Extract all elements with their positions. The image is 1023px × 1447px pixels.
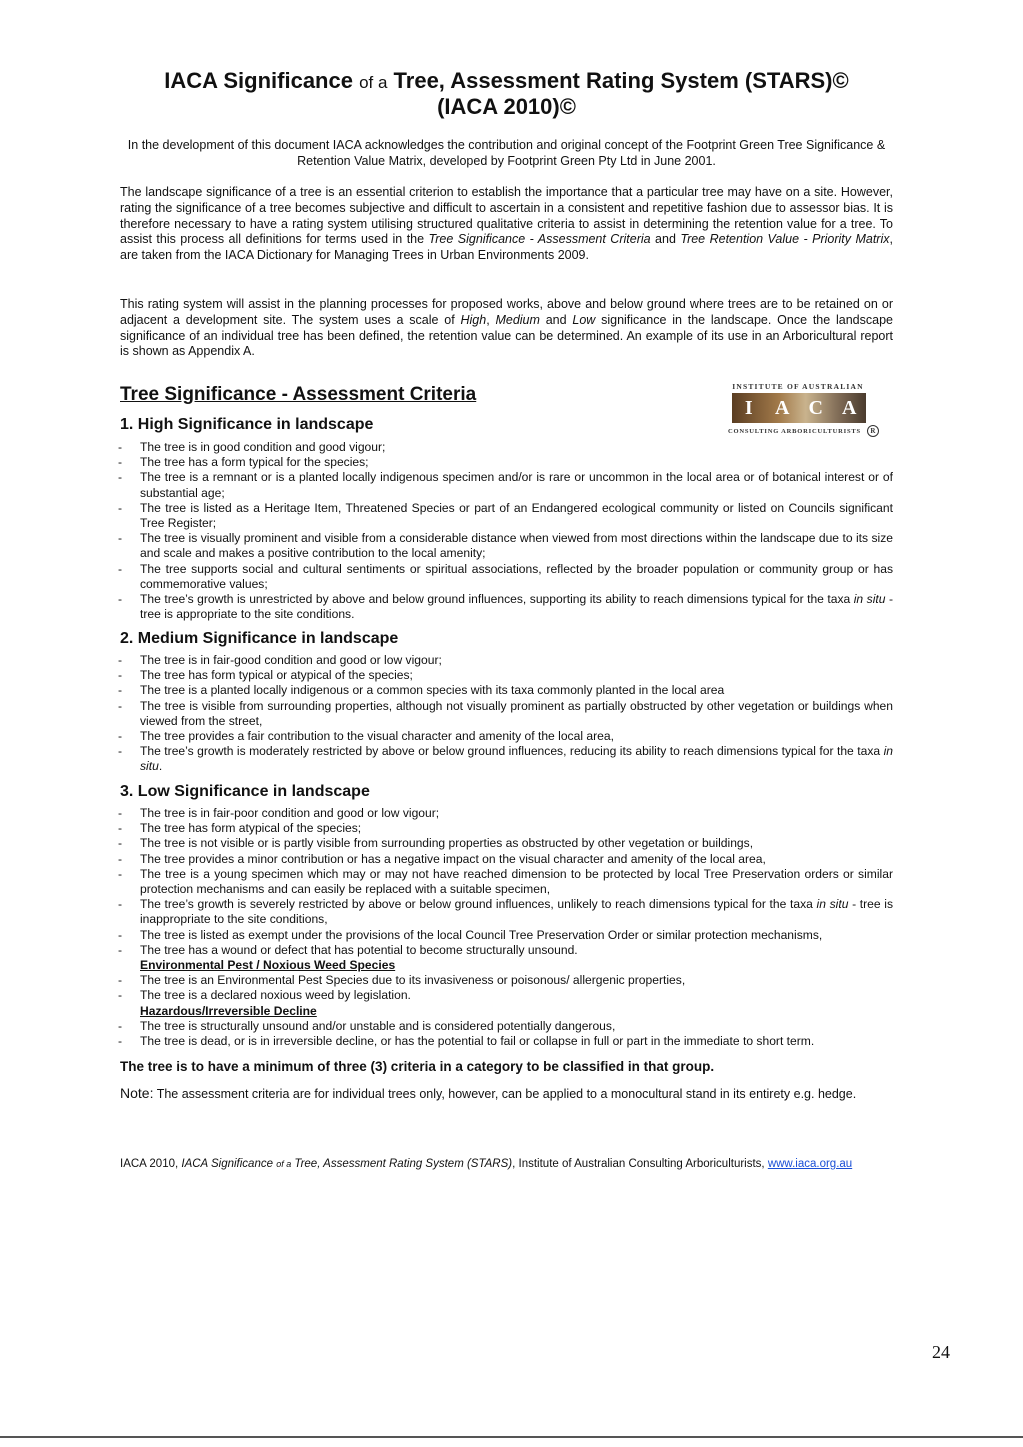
list-item: - The tree provides a minor contribution or has a negative impact on the visual character and amenity of the local area,: [117, 852, 893, 867]
note: [120, 1086, 893, 1103]
italic-term: Tree Significance - Assessment Criteria: [428, 232, 651, 247]
page-bottom-divider: [0, 1436, 1023, 1438]
text: , are taken from the IACA Dictionary for Managing Trees in Urban Environments 2009.: [120, 232, 893, 263]
text: - tree is appropriate to the site conditions.: [140, 592, 894, 622]
text: IACA 2010,: [120, 1158, 182, 1170]
high-criteria-list: [117, 440, 893, 622]
medium-criteria-list: [117, 653, 893, 775]
list-item: - The tree is listed as a Heritage Item, Threatened Species or part of an Endangered ecological community or listed on Councils significant Tree Register;: [117, 501, 893, 531]
text: and: [650, 232, 681, 247]
italic-term: in situ: [140, 744, 893, 774]
text: This rating system will assist in the planning processes for proposed works, above and below ground where trees are to be retained on or adjacent a development site. The system uses a scale of: [120, 297, 893, 327]
logo-bottom-text: CONSULTING ARBORICULTURISTS: [728, 427, 861, 435]
logo-band: [732, 393, 866, 423]
pest-weed-label: Environmental Pest / Noxious Weed Species: [140, 958, 396, 973]
italic-term: in situ: [816, 897, 849, 912]
registered-mark-icon: R: [867, 425, 879, 437]
logo-bottom: [728, 425, 888, 437]
italic-term: IACA Significance: [181, 1158, 277, 1170]
list-item: - The tree is dead, or is in irreversible decline, or has the potential to fail or collapse in full or part in the immediate to short term.: [117, 1034, 893, 1049]
acknowledgement: In the development of this document IACA acknowledges the contribution and original concept of the Footprint Green Tree Significance & Retention Value Matrix, developed by Footprint Green Pty Ltd in June 2001.: [127, 138, 886, 168]
high-significance-heading: 1. High Significance in landscape: [120, 416, 374, 433]
list-item: - The tree is a planted locally indigenous or a common species with its taxa commonly planted in the local area: [117, 683, 893, 698]
text: , Institute of Australian Consulting Arboriculturists,: [512, 1158, 768, 1170]
logo-letter: I: [744, 397, 753, 419]
list-item: - The tree is listed as exempt under the provisions of the local Council Tree Preservation Order or similar protection mechanisms,: [117, 928, 893, 943]
low-significance-heading: 3. Low Significance in landscape: [120, 783, 370, 800]
note-text: The assessment criteria are for individual trees only, however, can be applied to a monocultural stand in its entirety e.g. hedge.: [153, 1087, 857, 1101]
list-item: - The tree is in good condition and good vigour;: [117, 440, 893, 455]
text: The tree’s growth is unrestricted by above and below ground influences, supporting its ability to reach dimensions typical for the taxa: [140, 592, 854, 607]
list-item: [117, 592, 893, 622]
logo-letter: A: [775, 397, 790, 419]
document-title-line-2: (IACA 2010)©: [437, 94, 576, 119]
medium-significance-heading: 2. Medium Significance in landscape: [120, 630, 399, 647]
list-item: [117, 744, 893, 774]
italic-term: Tree, Assessment Rating System (STARS): [291, 1158, 513, 1170]
logo-letter: C: [808, 397, 823, 419]
list-item: - The tree supports social and cultural sentiments or spiritual associations, reflected by the broader population or community group or has commemorative values;: [117, 562, 893, 592]
section-heading: Tree Significance - Assessment Criteria: [120, 384, 477, 405]
title-part-small: of a: [359, 73, 388, 92]
list-item: - The tree is a remnant or is a planted locally indigenous specimen and/or is rare or uncommon in the local area or of botanical interest or of substantial age;: [117, 470, 893, 500]
list-item: - The tree has a wound or defect that has potential to become structurally unsound.: [117, 943, 893, 958]
list-item: - The tree is structurally unsound and/or unstable and is considered potentially dangerous,: [117, 1019, 893, 1034]
list-item: - The tree is visually prominent and visible from a considerable distance when viewed from most directions within the landscape due to its size and scale and makes a positive contribution to the local amenity;: [117, 531, 893, 561]
intro-paragraph-1: [120, 185, 893, 264]
footer-citation: [120, 1158, 852, 1170]
title-part: Tree, Assessment Rating System (STARS)©: [387, 68, 849, 93]
low-criteria-list: [117, 806, 893, 1049]
document-title: [100, 68, 913, 94]
note-label: Note:: [120, 1085, 154, 1101]
list-item: - The tree is a declared noxious weed by legislation.: [117, 988, 893, 1003]
list-item: - The tree is in fair-poor condition and good or low vigour;: [117, 806, 893, 821]
italic-term: High: [460, 312, 487, 327]
hazardous-decline-label: Hazardous/Irreversible Decline: [140, 1003, 317, 1018]
iaca-logo: [728, 382, 888, 440]
title-part: IACA Significance: [164, 68, 360, 93]
iaca-website-link[interactable]: www.iaca.org.au: [767, 1158, 853, 1170]
italic-term: Medium: [495, 312, 540, 327]
italic-term: Tree Retention Value - Priority Matrix: [680, 232, 890, 247]
text: The tree’s growth is moderately restricted by above or below ground influences, reducing its ability to reach dimensions typical for the taxa: [140, 744, 884, 759]
text: and: [539, 312, 573, 327]
text: The tree’s growth is severely restricted by above or below ground influences, unlikely to reach dimensions typical for the taxa: [140, 897, 817, 912]
text: - tree is inappropriate to the site conditions,: [140, 897, 894, 927]
list-item: - The tree has form typical or atypical of the species;: [117, 668, 893, 683]
list-item: - The tree has a form typical for the species;: [117, 455, 893, 470]
italic-term: in situ: [853, 592, 886, 607]
text: significance in the landscape. Once the landscape significance of an individual tree has been defined, the retention value can be determined. An example of its use in an Arboricultural report is shown as Appendix A.: [120, 312, 893, 359]
page-number: 24: [932, 1342, 950, 1362]
text: .: [158, 759, 163, 774]
list-item: - The tree is not visible or is partly visible from surrounding properties as obstructed by other vegetation or buildings,: [117, 836, 893, 851]
list-item: - The tree has form atypical of the species;: [117, 821, 893, 836]
logo-letter: A: [842, 397, 857, 419]
list-item: [117, 897, 893, 927]
list-item: - The tree provides a fair contribution to the visual character and amenity of the local area,: [117, 729, 893, 744]
intro-paragraph-2: [120, 297, 893, 360]
logo-top-text: INSTITUTE OF AUSTRALIAN: [732, 382, 864, 391]
list-item: - The tree is in fair-good condition and good or low vigour;: [117, 653, 893, 668]
text: The landscape significance of a tree is an essential criterion to establish the importance that a particular tree may have on a site. However, rating the significance of a tree becomes subjective and difficult to ascertain in a consistent and repetitive fashion due to assessor bias. It is therefore necessary to have a rating system utilising structured qualitative criteria to assist in determining the retention value for a tree. To assist this process all definitions for terms used in the: [120, 185, 893, 247]
italic-term: Low: [572, 312, 596, 327]
classification-rule: The tree is to have a minimum of three (3) criteria in a category to be classified in that group.: [120, 1059, 715, 1074]
text: ,: [486, 312, 496, 327]
list-item: - The tree is an Environmental Pest Species due to its invasiveness or poisonous/ allergenic properties,: [117, 973, 893, 988]
list-item: - The tree is a young specimen which may or may not have reached dimension to be protected by local Tree Preservation orders or similar protection mechanisms and can easily be replaced with a suitable specimen,: [117, 867, 893, 897]
list-item: - The tree is visible from surrounding properties, although not visually prominent as partially obstructed by other vegetation or buildings when viewed from the street,: [117, 699, 893, 729]
italic-term-small: of a: [276, 1159, 292, 1169]
